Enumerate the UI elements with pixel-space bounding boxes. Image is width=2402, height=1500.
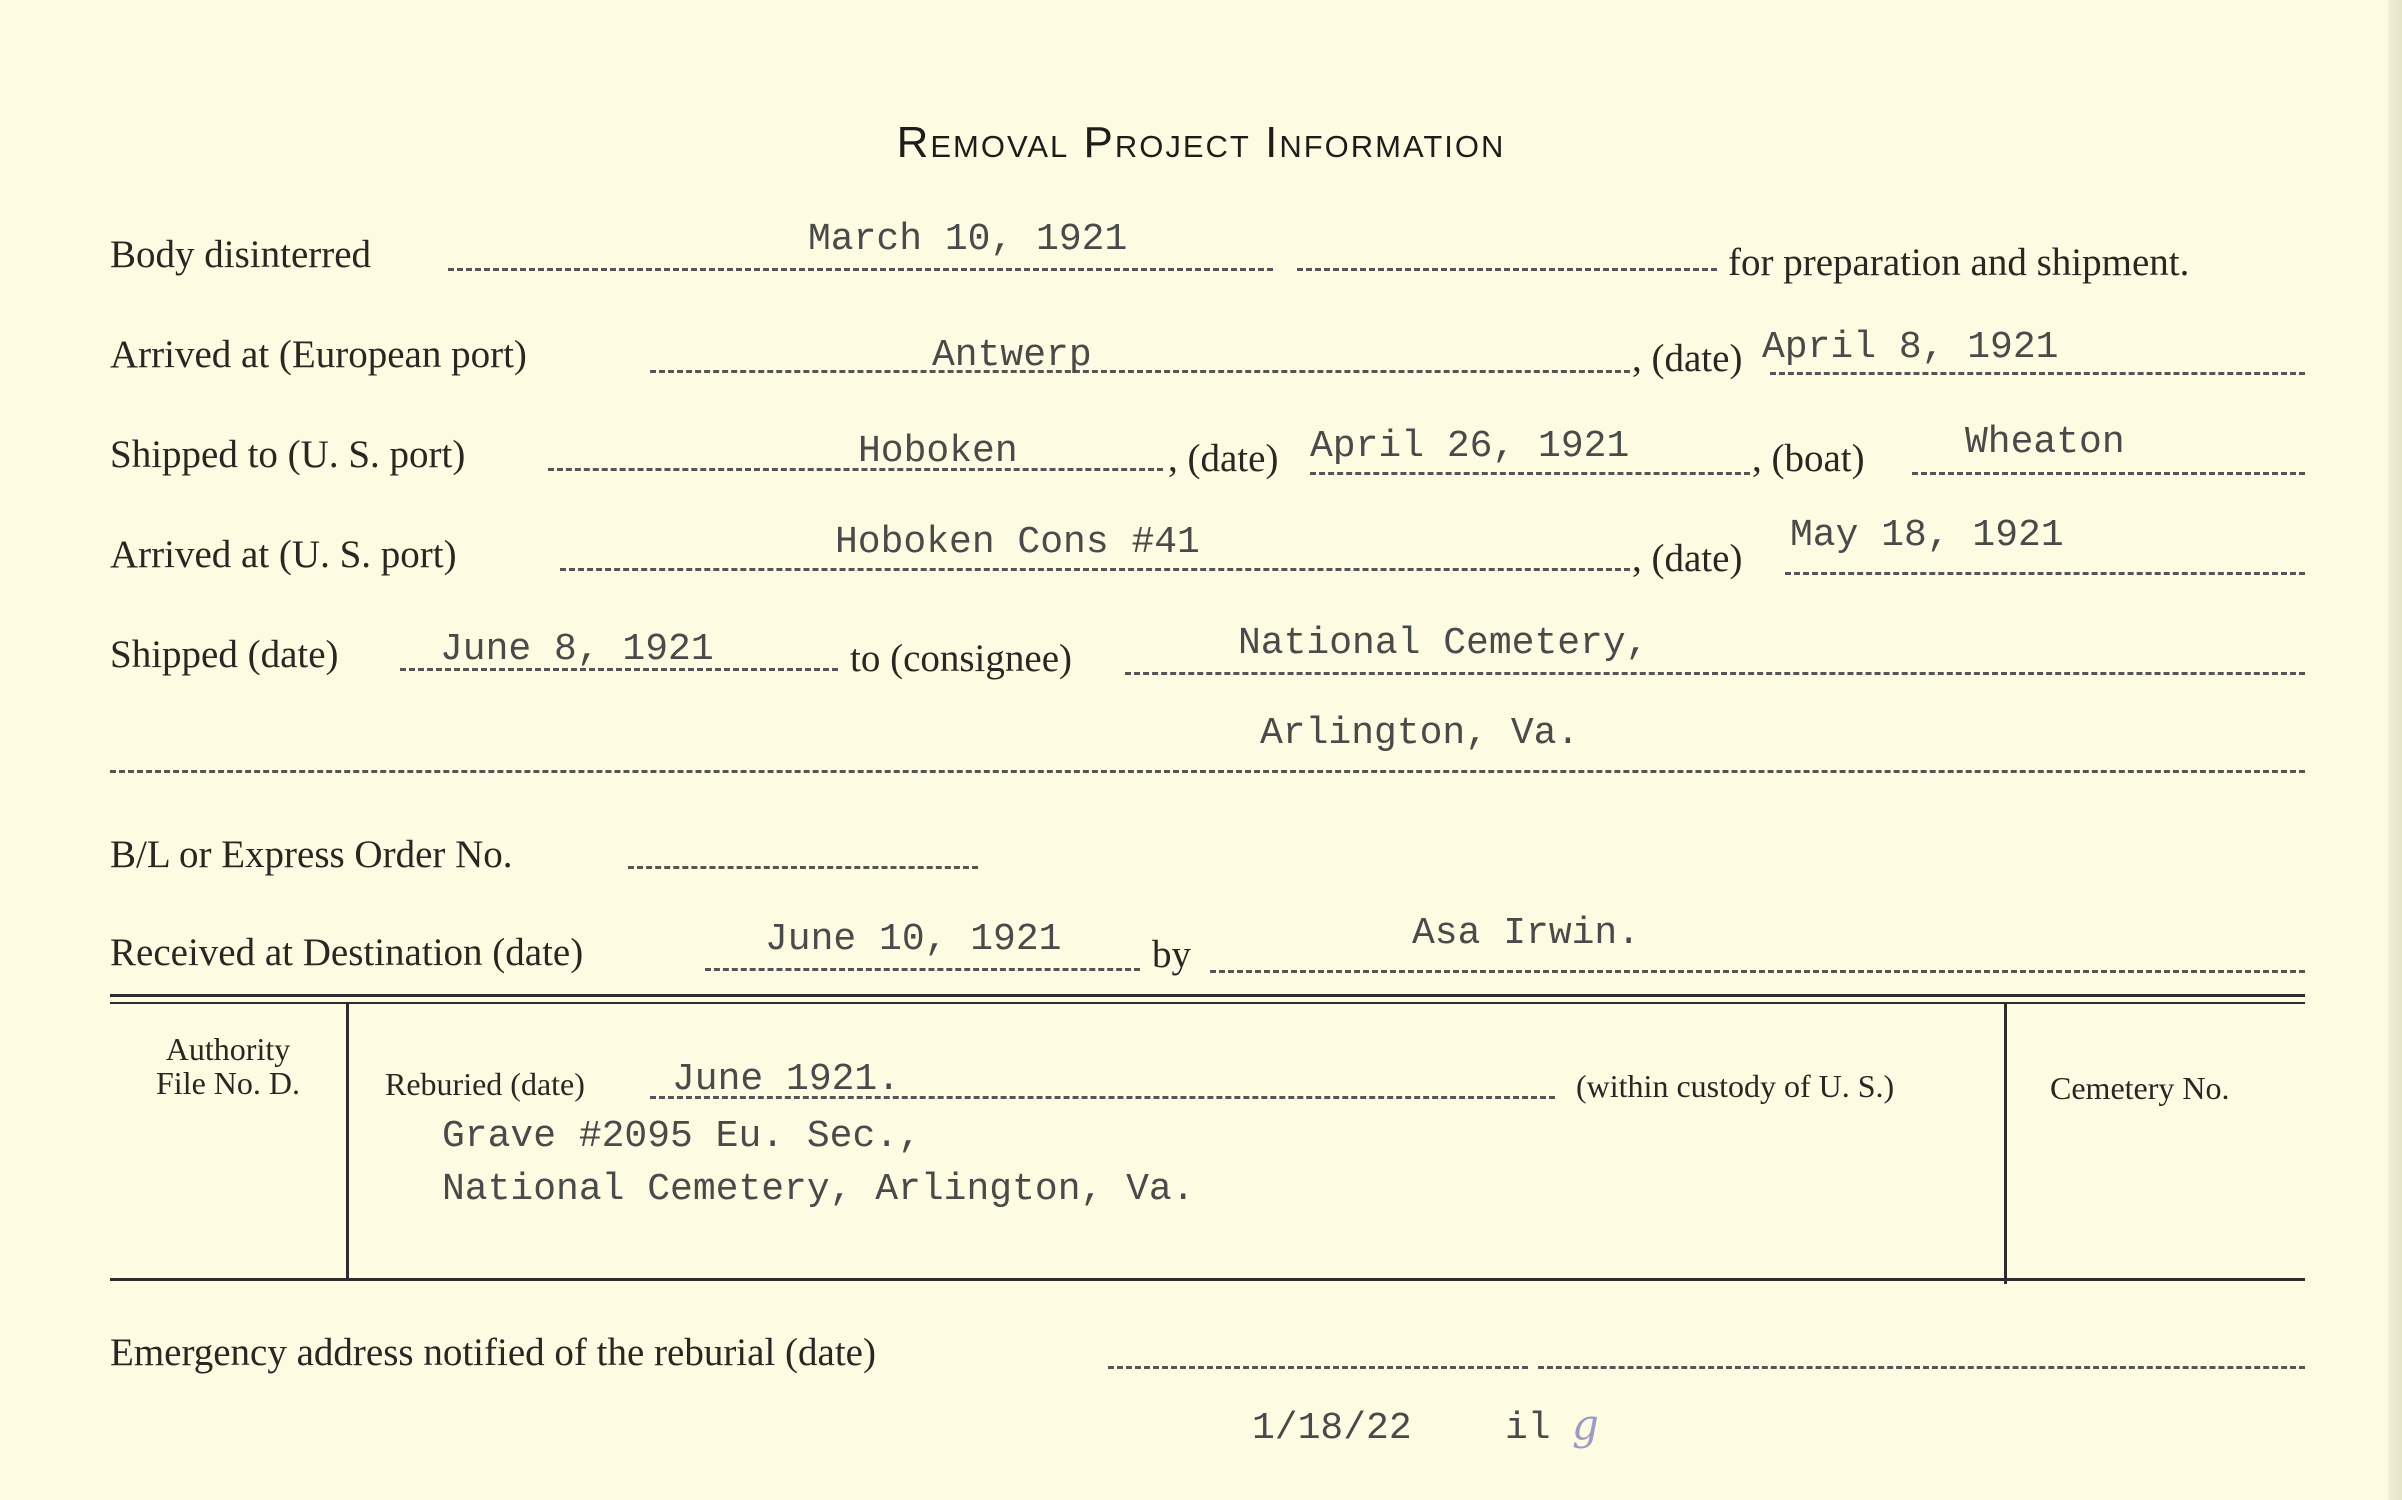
disinterred-value: March 10, 1921 bbox=[808, 218, 1128, 261]
bl-label: B/L or Express Order No. bbox=[110, 833, 513, 876]
us-port-date-line bbox=[1785, 572, 2305, 575]
us-port-label: Arrived at (U. S. port) bbox=[110, 533, 457, 576]
consignee-label: to (consignee) bbox=[850, 637, 1073, 680]
authority-label-line-2: File No. D. bbox=[156, 1065, 300, 1101]
reburied-date: June 1921. bbox=[672, 1058, 901, 1101]
shipped-to-line bbox=[548, 468, 1163, 471]
box-bottom-rule bbox=[110, 1278, 2305, 1281]
euro-port-date: April 8, 1921 bbox=[1762, 326, 2059, 369]
emergency-label: Emergency address notified of the reburial (date) bbox=[110, 1331, 876, 1374]
consignee-line bbox=[1125, 672, 2305, 675]
shipped-to-date-label: , (date) bbox=[1168, 437, 1279, 480]
us-port-date-label: , (date) bbox=[1632, 537, 1743, 580]
shipped-to-label: Shipped to (U. S. port) bbox=[110, 433, 466, 476]
euro-port-value: Antwerp bbox=[932, 334, 1092, 377]
footer-date: 1/18/22 bbox=[1252, 1407, 1412, 1450]
shipped-date: June 8, 1921 bbox=[440, 628, 714, 671]
authority-label bbox=[110, 1032, 346, 1100]
shipped-to-boat: Wheaton bbox=[1965, 421, 2125, 464]
consignee-line-1: National Cemetery, bbox=[1238, 622, 1649, 665]
disinterred-suffix: for preparation and shipment. bbox=[1728, 241, 2190, 284]
shipped-to-value: Hoboken bbox=[858, 430, 1018, 473]
euro-port-date-label: , (date) bbox=[1632, 337, 1743, 380]
cemetery-no-label: Cemetery No. bbox=[2050, 1070, 2230, 1106]
shipped-to-boat-label: , (boat) bbox=[1752, 437, 1865, 480]
box-divider-left bbox=[346, 1004, 349, 1278]
shipped-to-date: April 26, 1921 bbox=[1310, 425, 1630, 468]
grave-line-2: National Cemetery, Arlington, Va. bbox=[442, 1168, 1195, 1211]
us-port-value: Hoboken Cons #41 bbox=[835, 521, 1200, 564]
shipped-date-label: Shipped (date) bbox=[110, 633, 339, 676]
euro-port-date-line bbox=[1770, 372, 2305, 375]
received-date: June 10, 1921 bbox=[765, 918, 1062, 961]
card-title: Removal Project Information bbox=[896, 118, 1506, 167]
footer-initials: il bbox=[1505, 1407, 1551, 1450]
custody-label: (within custody of U. S.) bbox=[1576, 1068, 1895, 1104]
euro-port-label: Arrived at (European port) bbox=[110, 333, 527, 376]
emergency-line-2 bbox=[1538, 1366, 2305, 1369]
received-by-line bbox=[1210, 970, 2305, 973]
received-date-line bbox=[705, 968, 1140, 971]
consignee-continuation-line bbox=[110, 770, 2305, 773]
grave-line-1: Grave #2095 Eu. Sec., bbox=[442, 1115, 921, 1158]
disinterred-line-2 bbox=[1297, 268, 1717, 271]
received-by: Asa Irwin. bbox=[1412, 912, 1641, 955]
received-label: Received at Destination (date) bbox=[110, 931, 584, 974]
box-divider-right bbox=[2004, 1004, 2007, 1284]
emergency-line bbox=[1108, 1366, 1528, 1369]
shipped-to-boat-line bbox=[1912, 472, 2305, 475]
authority-label-line-1: Authority bbox=[165, 1031, 291, 1067]
bl-line bbox=[628, 866, 978, 869]
disinterred-label: Body disinterred bbox=[110, 233, 372, 276]
footer-hand-mark: g bbox=[1572, 1400, 1599, 1449]
disinterred-line bbox=[448, 268, 1273, 271]
shipped-to-date-line bbox=[1310, 472, 1750, 475]
received-by-label: by bbox=[1152, 933, 1191, 976]
consignee-line-2: Arlington, Va. bbox=[1260, 712, 1580, 755]
reburied-label: Reburied (date) bbox=[385, 1066, 585, 1102]
euro-port-line bbox=[650, 370, 1630, 373]
us-port-date: May 18, 1921 bbox=[1790, 514, 2064, 557]
box-top-rule bbox=[110, 994, 2305, 997]
us-port-line bbox=[560, 568, 1630, 571]
box-top-rule-2 bbox=[110, 1002, 2305, 1004]
